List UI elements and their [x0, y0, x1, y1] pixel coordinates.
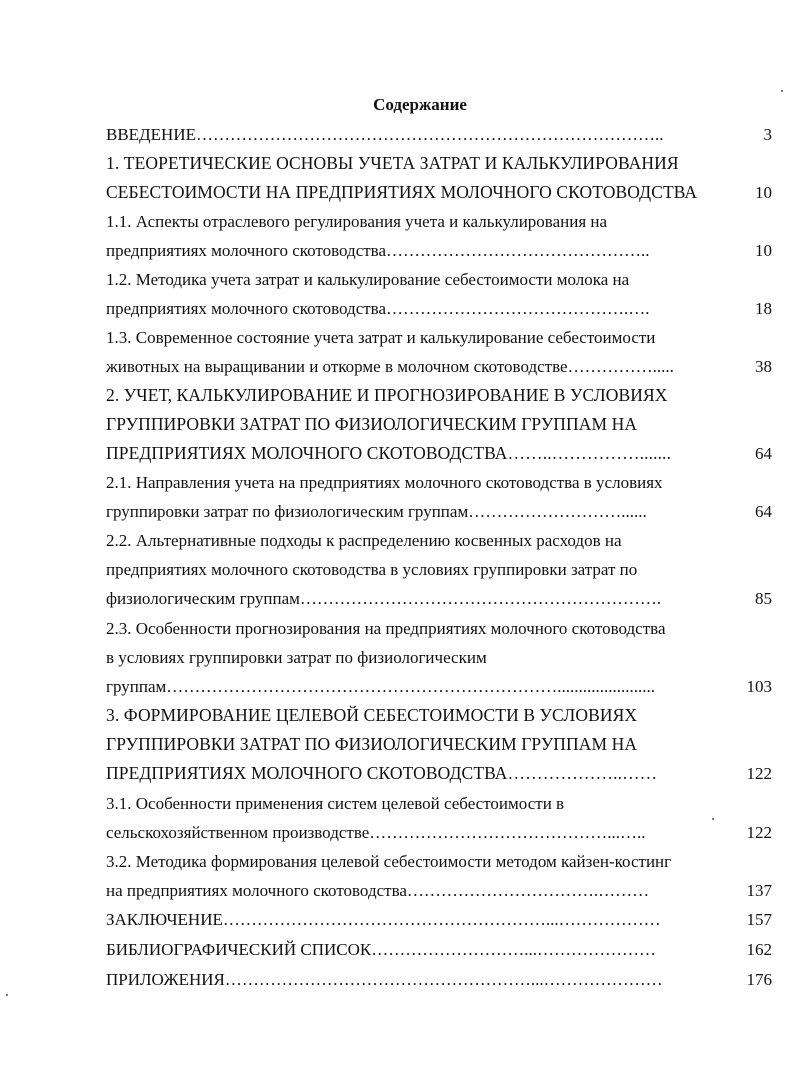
- toc-entry-chapter-2-line-1: 2. УЧЕТ, КАЛЬКУЛИРОВАНИЕ И ПРОГНОЗИРОВАНИЕ В УСЛОВИЯХ: [106, 385, 668, 405]
- toc-entry-chapter-3-line-3: ПРЕДПРИЯТИЯХ МОЛОЧНОГО СКОТОВОДСТВА………………..……: [106, 763, 658, 783]
- toc-page-number: 85: [755, 589, 772, 608]
- toc-page-number: 38: [755, 357, 772, 376]
- toc-entry-chapter-3-line-1: 3. ФОРМИРОВАНИЕ ЦЕЛЕВОЙ СЕБЕСТОИМОСТИ В УСЛОВИЯХ: [106, 705, 638, 725]
- page-title: Содержание: [373, 95, 467, 114]
- toc-entry-section-3-2-line-1: 3.2. Методика формирования целевой себестоимости методом кайзен-костинг: [106, 852, 672, 871]
- toc-entry-section-3-1-line-2: сельскохозяйственном производстве……………………………………...…..: [106, 823, 646, 842]
- toc-page-number: 10: [755, 183, 772, 202]
- toc-entry-bibliography: БИБЛИОГРАФИЧЕСКИЙ СПИСОК………………………...…………………: [106, 940, 656, 959]
- toc-entry-section-1-2-line-1: 1.2. Методика учета затрат и калькулирование себестоимости молока на: [106, 270, 630, 289]
- scan-speck: [781, 90, 783, 92]
- toc-page-number: 162: [746, 940, 772, 959]
- toc-entry-chapter-2-line-2: ГРУППИРОВКИ ЗАТРАТ ПО ФИЗИОЛОГИЧЕСКИМ ГРУППАМ НА: [106, 414, 638, 434]
- toc-entry-appendices: ПРИЛОЖЕНИЯ………………………………………………...…………………: [106, 970, 663, 989]
- toc-entry-conclusion: ЗАКЛЮЧЕНИЕ…………………………………………………...………………: [106, 910, 661, 929]
- toc-page-number: 18: [755, 299, 772, 318]
- toc-entry-section-2-3-line-1: 2.3. Особенности прогнозирования на предприятиях молочного скотоводства: [106, 619, 666, 638]
- toc-page-number: 157: [746, 910, 772, 929]
- toc-entry-section-1-2-line-2: предприятиях молочного скотоводства…………………………………….….: [106, 299, 650, 318]
- toc-page-number: 122: [746, 823, 772, 842]
- toc-entry-section-1-1-line-1: 1.1. Аспекты отраслевого регулирования учета и калькулирования на: [106, 212, 608, 231]
- toc-entry-section-3-1-line-1: 3.1. Особенности применения систем целевой себестоимости в: [106, 794, 565, 813]
- toc-page-number: 176: [746, 970, 772, 989]
- toc-page-number: 103: [746, 677, 772, 696]
- toc-entry-chapter-1-line-1: 1. ТЕОРЕТИЧЕСКИЕ ОСНОВЫ УЧЕТА ЗАТРАТ И КАЛЬКУЛИРОВАНИЯ: [106, 153, 679, 173]
- toc-entry-section-2-1-line-2: группировки затрат по физиологическим группам………………………......: [106, 502, 647, 521]
- toc-page-number: 122: [746, 764, 772, 783]
- toc-entry-chapter-2-line-3: ПРЕДПРИЯТИЯХ МОЛОЧНОГО СКОТОВОДСТВА……..…………….......: [106, 443, 671, 463]
- toc-entry-section-2-2-line-3: физиологическим группам……………………………………………………….: [106, 589, 662, 608]
- toc-entry-section-3-2-line-2: на предприятиях молочного скотоводства…………………………….………: [106, 881, 650, 900]
- toc-page-number: 137: [746, 881, 772, 900]
- scan-speck: [6, 994, 8, 996]
- toc-entry-section-2-2-line-1: 2.2. Альтернативные подходы к распределению косвенных расходов на: [106, 531, 622, 550]
- toc-entry-section-2-1-line-1: 2.1. Направления учета на предприятиях молочного скотоводства в условиях: [106, 473, 663, 492]
- toc-page-number: 10: [755, 241, 772, 260]
- toc-entry-chapter-1-line-2: СЕБЕСТОИМОСТИ НА ПРЕДПРИЯТИЯХ МОЛОЧНОГО СКОТОВОДСТВА: [106, 182, 698, 202]
- toc-entry-intro-line-1: ВВЕДЕНИЕ………………………………………………………………………..: [106, 125, 664, 144]
- toc-entry-section-2-2-line-2: предприятиях молочного скотоводства в условиях группировки затрат по: [106, 560, 638, 579]
- toc-page-number: 3: [763, 125, 772, 144]
- toc-entry-chapter-3-line-2: ГРУППИРОВКИ ЗАТРАТ ПО ФИЗИОЛОГИЧЕСКИМ ГРУППАМ НА: [106, 734, 638, 754]
- toc-page-number: 64: [755, 502, 772, 521]
- toc-entry-section-1-1-line-2: предприятиях молочного скотоводства………………………………………..: [106, 241, 650, 260]
- scan-speck: [712, 818, 714, 820]
- toc-entry-section-2-3-line-2: в условиях группировки затрат по физиологическим: [106, 648, 487, 667]
- toc-page-number: 64: [755, 444, 772, 463]
- toc-entry-section-1-3-line-1: 1.3. Современное состояние учета затрат и калькулирование себестоимости: [106, 328, 656, 347]
- toc-entry-section-1-3-line-2: животных на выращивании и откорме в молочном скотоводстве…………….....: [106, 357, 674, 376]
- toc-entry-section-2-3-line-3: группам…………………………………………………………….......................: [106, 677, 655, 696]
